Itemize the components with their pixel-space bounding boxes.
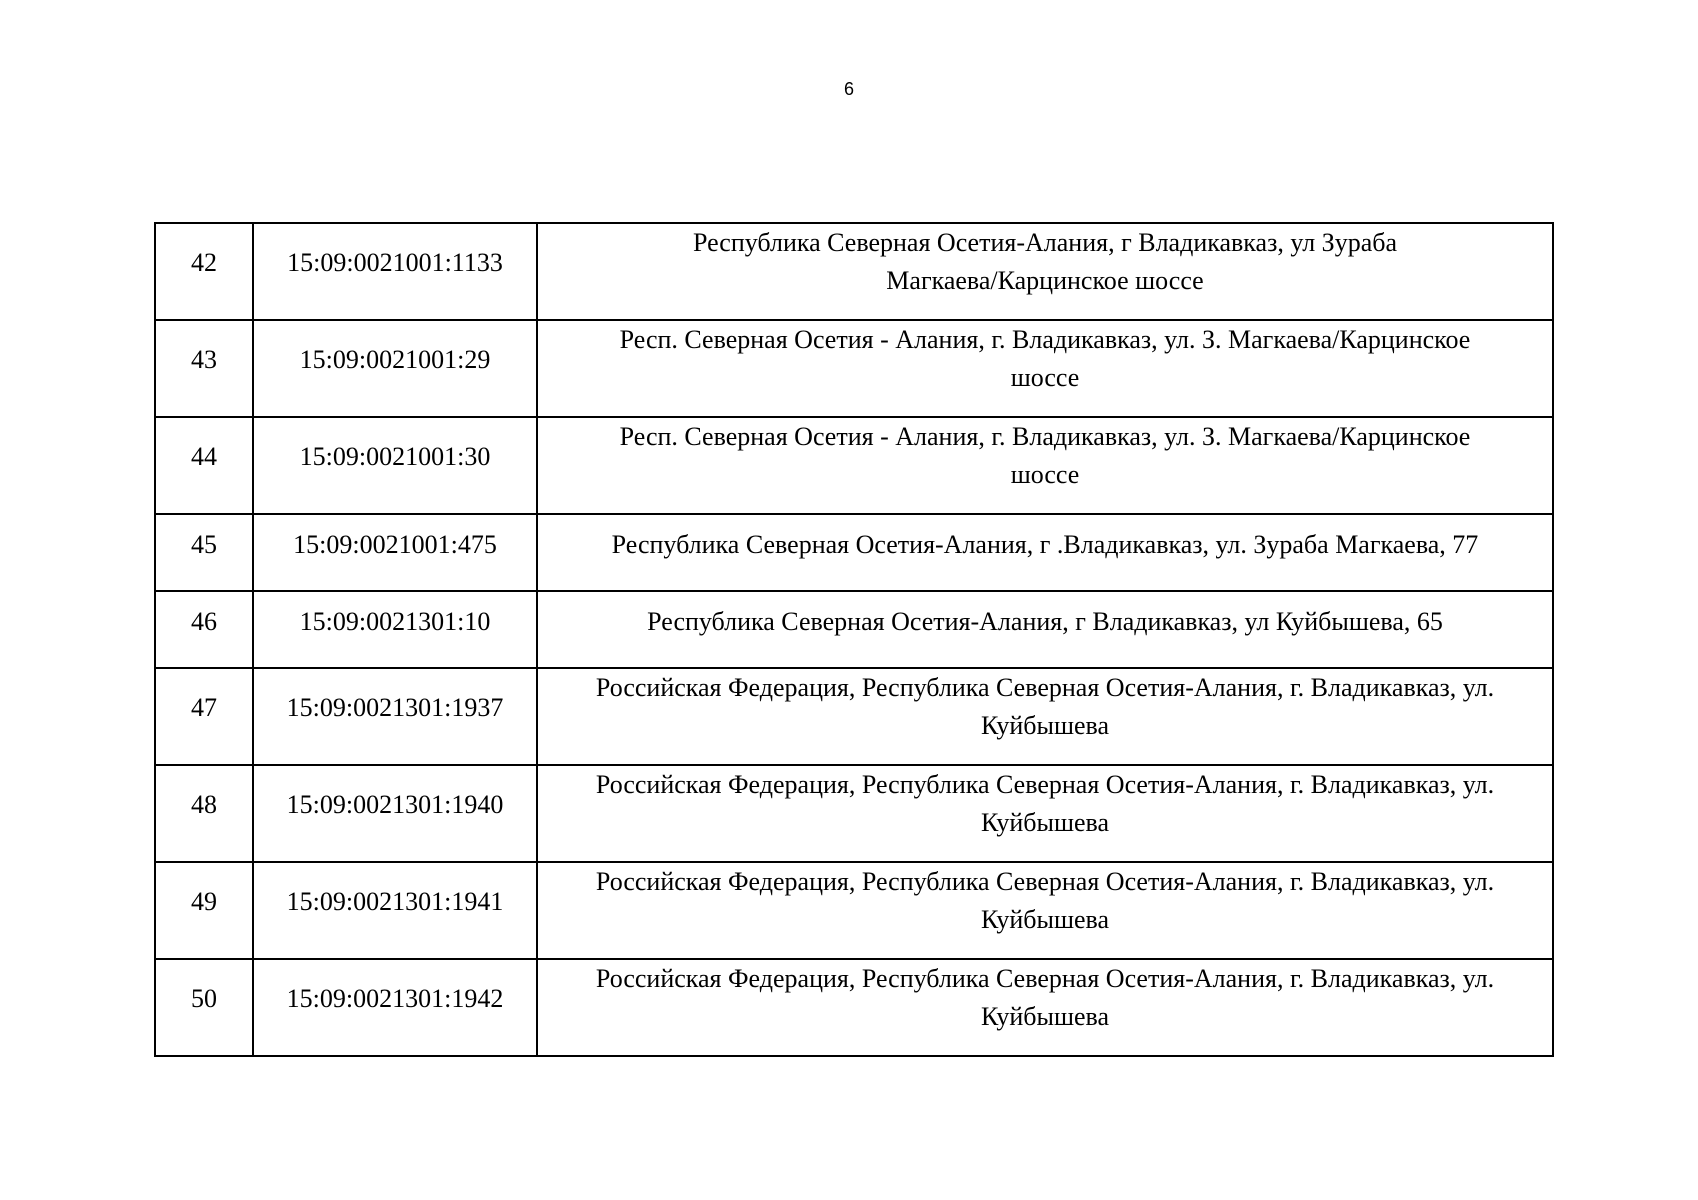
table-row (155, 223, 1553, 320)
table-row (155, 765, 1553, 862)
table-row (155, 514, 1553, 591)
cadastral-number: 15:09:0021301:1941 (253, 862, 537, 959)
row-number: 50 (155, 959, 253, 1056)
address-line: шоссе (1010, 460, 1080, 489)
row-number: 45 (155, 514, 253, 591)
address-line: Российская Федерация, Республика Северная Осетия-Алания, г. Владикавказ, ул. (595, 673, 1495, 702)
table-row (155, 417, 1553, 514)
table-row (155, 320, 1553, 417)
address-line: Республика Северная Осетия-Алания, г .Владикавказ, ул. Зураба Магкаева, 77 (611, 530, 1479, 559)
address-cell (537, 320, 1553, 417)
address-line: Куйбышева (980, 808, 1110, 837)
row-number: 48 (155, 765, 253, 862)
cadastral-number: 15:09:0021301:10 (253, 591, 537, 668)
row-number: 42 (155, 223, 253, 320)
address-line: Магкаева/Карцинское шоссе (886, 266, 1204, 295)
cadastral-number: 15:09:0021001:29 (253, 320, 537, 417)
address-line: Респ. Северная Осетия - Алания, г. Владикавказ, ул. З. Магкаева/Карцинское (619, 422, 1471, 451)
address-cell (537, 668, 1553, 765)
cadastral-number: 15:09:0021301:1940 (253, 765, 537, 862)
address-line: шоссе (1010, 363, 1080, 392)
address-line: Куйбышева (980, 711, 1110, 740)
table-row (155, 862, 1553, 959)
table-row (155, 959, 1553, 1056)
address-cell (537, 417, 1553, 514)
address-cell (537, 862, 1553, 959)
table-row (155, 668, 1553, 765)
row-number: 44 (155, 417, 253, 514)
address-line: Куйбышева (980, 1002, 1110, 1031)
address-line: Респ. Северная Осетия - Алания, г. Владикавказ, ул. З. Магкаева/Карцинское (619, 325, 1471, 354)
cadastral-table (154, 222, 1554, 1057)
address-cell (537, 765, 1553, 862)
address-line: Республика Северная Осетия-Алания, г Владикавказ, ул Куйбышева, 65 (647, 607, 1443, 636)
cadastral-number: 15:09:0021001:30 (253, 417, 537, 514)
cadastral-number: 15:09:0021301:1942 (253, 959, 537, 1056)
address-cell (537, 223, 1553, 320)
address-cell (537, 591, 1553, 668)
row-number: 43 (155, 320, 253, 417)
table-row (155, 591, 1553, 668)
page-number: 6 (843, 79, 854, 99)
address-line: Республика Северная Осетия-Алания, г Владикавказ, ул Зураба (692, 228, 1398, 257)
row-number: 47 (155, 668, 253, 765)
address-line: Российская Федерация, Республика Северная Осетия-Алания, г. Владикавказ, ул. (595, 770, 1495, 799)
cadastral-number: 15:09:0021301:1937 (253, 668, 537, 765)
row-number: 49 (155, 862, 253, 959)
address-line: Российская Федерация, Республика Северная Осетия-Алания, г. Владикавказ, ул. (595, 964, 1495, 993)
address-line: Куйбышева (980, 905, 1110, 934)
address-cell (537, 959, 1553, 1056)
address-line: Российская Федерация, Республика Северная Осетия-Алания, г. Владикавказ, ул. (595, 867, 1495, 896)
address-cell (537, 514, 1553, 591)
row-number: 46 (155, 591, 253, 668)
cadastral-number: 15:09:0021001:475 (253, 514, 537, 591)
cadastral-number: 15:09:0021001:1133 (253, 223, 537, 320)
